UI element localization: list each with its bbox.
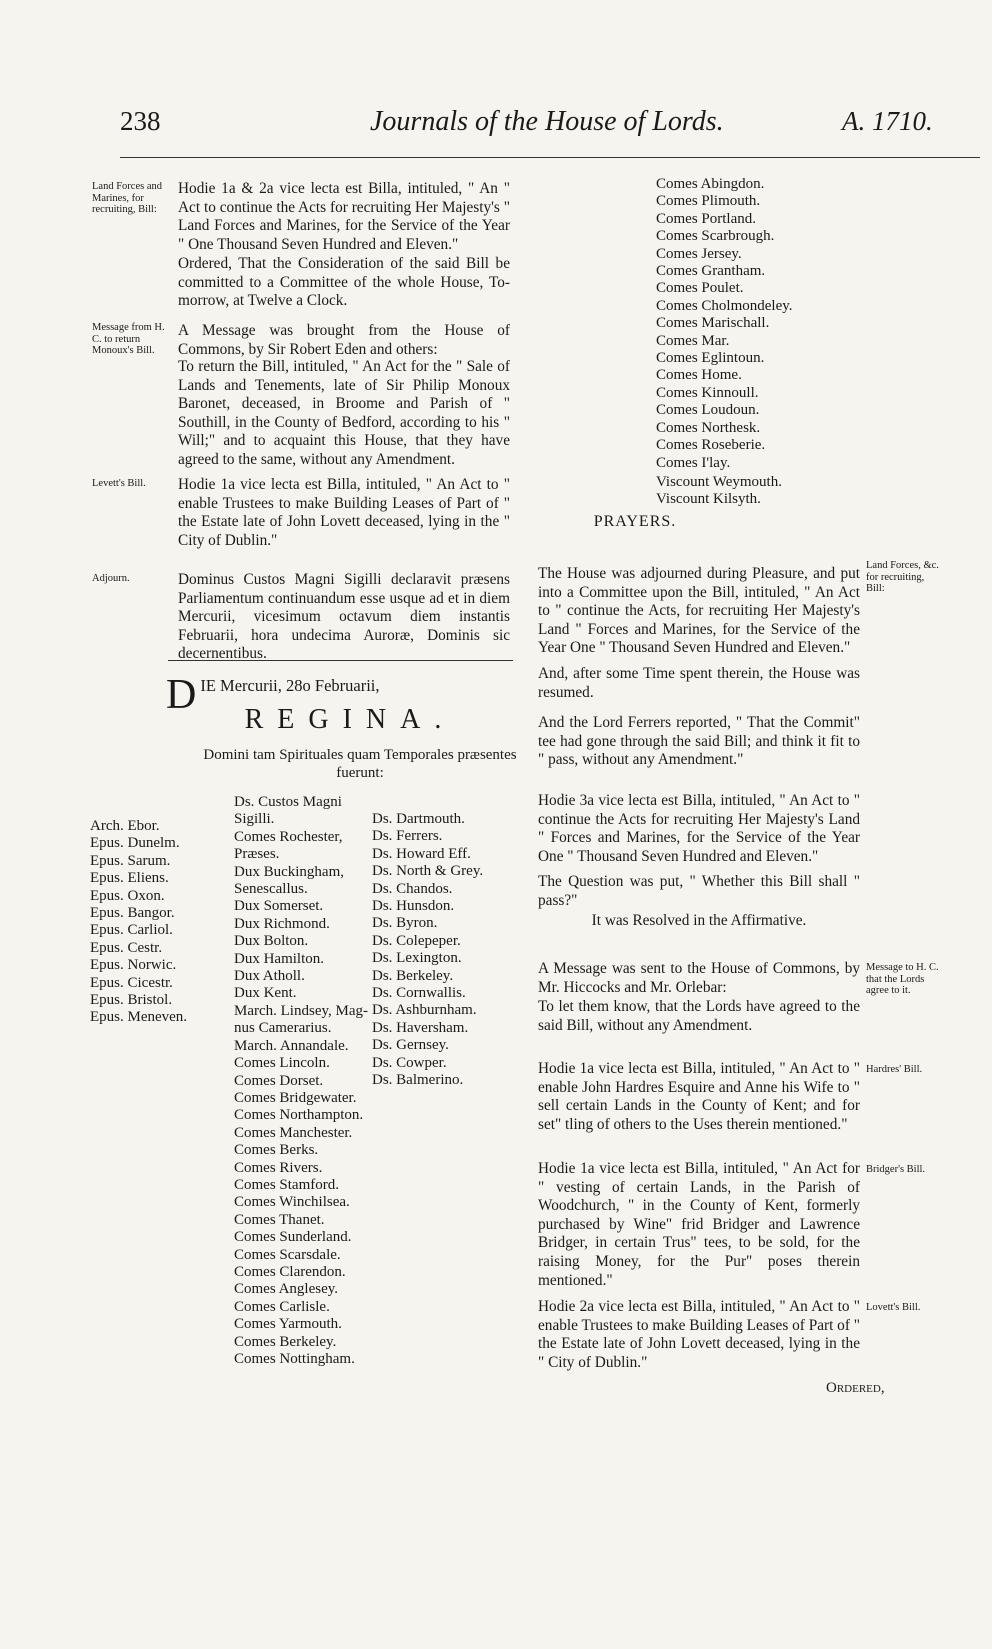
lord-name: Ds. Balmerino. xyxy=(372,1072,464,1089)
margin-note: Land Forces and Marines, for recruiting, Bill: xyxy=(92,181,162,215)
lord-name: Epus. Sarum. xyxy=(90,852,171,869)
lord-name: Ds. Cowper. xyxy=(372,1054,447,1071)
margin-note: Levett's Bill. xyxy=(92,478,146,489)
journal-entry: The House was adjourned during Pleasure, and put into a Committee upon the Bill, intituled, " An Act to " continue the Acts, for recruiting Her Majesty's Land " Forces and Marines, for the Service of the Year One " Thousand Seven Hundred and Eleven." xyxy=(538,565,860,657)
regina-heading: REGINA. xyxy=(244,704,456,735)
header-rule xyxy=(120,157,980,158)
lord-name: March. Lindsey, Mag- xyxy=(234,1002,368,1019)
journal-entry: Hodie 3a vice lecta est Billa, intituled, " An Act to " continue the Acts for recruiting Her Majesty's Land " Forces and Marines, for the Service of the Year One " Thousand Seven Hundred and Eleven." xyxy=(538,792,860,865)
lord-name: Ds. Ferrers. xyxy=(372,828,443,845)
lord-name: Ds. North & Grey. xyxy=(372,863,484,880)
lord-name: Comes Lincoln. xyxy=(234,1055,330,1072)
section-rule xyxy=(168,660,513,661)
present-heading: Domini tam Spirituales quam Temporales præsentes fuerunt: xyxy=(203,747,517,781)
lord-name: Ds. Howard Eff. xyxy=(372,845,471,862)
lord-name: Comes Poulet. xyxy=(656,280,744,297)
journal-entry: Hodie 2a vice lecta est Billa, intituled, " An Act to " enable Trustees to make Building Leases of Part of " the Estate late of John Lovett deceased, lying in the " City of Dublin." xyxy=(538,1298,860,1371)
temporal-lords-list-b xyxy=(372,811,483,1090)
lord-name: March. Annandale. xyxy=(234,1037,349,1054)
margin-note: Bridger's Bill. xyxy=(866,1164,926,1175)
lord-name: Comes Abingdon. xyxy=(656,176,765,192)
earls-list xyxy=(656,176,793,472)
lord-name: Viscount Weymouth. xyxy=(656,474,782,490)
margin-note: Hardres' Bill. xyxy=(866,1064,923,1075)
lord-name: Comes Stamford. xyxy=(234,1176,339,1193)
lord-name: Comes Yarmouth. xyxy=(234,1316,342,1333)
lord-name: Comes Grantham. xyxy=(656,263,766,280)
journal-entry: And the Lord Ferrers reported, " That the Commit" tee had gone through the said Bill; and think it fit to " pass, without any Amendment." xyxy=(538,714,860,769)
lord-name: Comes Cholmondeley. xyxy=(656,297,793,314)
journal-entry: Ordered, That the Consideration of the said Bill be committed to a Committee of the whole House, To-morrow, at Twelve a Clock. xyxy=(178,255,510,310)
sitting-date: DIE Mercurii, 28o Februarii, xyxy=(166,672,380,718)
margin-note: Message to H. C. that the Lords agree to it. xyxy=(866,962,939,996)
margin-note: Lovett's Bill. xyxy=(866,1302,921,1313)
lord-name: Comes Marischall. xyxy=(656,315,770,332)
lord-name: Ds. Custos Magni xyxy=(234,794,342,810)
margin-note: Land Forces, &c. for recruiting, Bill: xyxy=(866,560,939,594)
lord-name: Ds. Dartmouth. xyxy=(372,811,465,827)
lord-name: Dux Buckingham, xyxy=(234,863,344,880)
lord-name: Comes Nottingham. xyxy=(234,1351,355,1367)
drop-cap: D xyxy=(166,672,197,718)
journal-entry: A Message was sent to the House of Commons, by Mr. Hiccocks and Mr. Orlebar: xyxy=(538,960,860,996)
lord-name: Comes Clarendon. xyxy=(234,1263,346,1280)
page-number: 238 xyxy=(120,106,161,136)
lord-name: Comes Roseberie. xyxy=(656,437,766,454)
lord-name: Epus. Bangor. xyxy=(90,905,175,922)
lord-name: Ds. Haversham. xyxy=(372,1019,469,1036)
journal-entry: A Message was brought from the House of Commons, by Sir Robert Eden and others: xyxy=(178,322,510,358)
lord-name: Ds. Byron. xyxy=(372,915,438,932)
lord-name: Ds. Cornwallis. xyxy=(372,985,466,1002)
journal-entry: Hodie 1a vice lecta est Billa, intituled, " An Act for " vesting of certain Lands, in the Parish of Woodchurch, " in the County of Kent, formerly purchased by Wine" frid Bridger and Lawrence Bridger, in certain Trus" tees, to be sold, for the raising Money, for the Pur" poses therein mentioned." xyxy=(538,1160,860,1289)
lord-name: Epus. Meneven. xyxy=(90,1009,188,1026)
lord-name: Dux Kent. xyxy=(234,985,297,1002)
journal-title: Journals of the House of Lords. xyxy=(370,106,724,137)
lord-name: Viscount Kilsyth. xyxy=(656,491,761,508)
margin-note: Adjourn. xyxy=(92,573,130,584)
lord-name: Comes Scarbrough. xyxy=(656,228,775,245)
lord-name: Epus. Cestr. xyxy=(90,939,163,956)
journal-entry: It was Resolved in the Affirmative. xyxy=(591,912,807,929)
lord-name: Dux Bolton. xyxy=(234,933,309,950)
margin-note: Message from H. C. to return Monoux's Bill. xyxy=(92,322,165,356)
lord-name: Epus. Cicestr. xyxy=(90,974,173,991)
lord-name: Comes Scarsdale. xyxy=(234,1246,341,1263)
lord-name: Ds. Colepeper. xyxy=(372,932,461,949)
lord-name: Comes I'lay. xyxy=(656,454,731,471)
lord-name: Ds. Gernsey. xyxy=(372,1037,449,1054)
lord-name: Comes Northampton. xyxy=(234,1107,364,1124)
lord-name: Præses. xyxy=(234,846,280,863)
lord-name: Epus. Carliol. xyxy=(90,922,173,939)
lord-name: Comes Berkeley. xyxy=(234,1333,337,1350)
lord-name: Comes Northesk. xyxy=(656,419,761,436)
viscounts-list xyxy=(656,474,782,509)
lord-name: Comes Berks. xyxy=(234,1142,319,1159)
page-year: A. 1710. xyxy=(842,106,933,136)
lord-name: Ds. Chandos. xyxy=(372,880,453,897)
lord-name: Comes Manchester. xyxy=(234,1124,353,1141)
lord-name: Ds. Berkeley. xyxy=(372,967,454,984)
lord-name: Ds. Lexington. xyxy=(372,950,462,967)
journal-entry: The Question was put, " Whether this Bill shall " pass?" xyxy=(538,873,860,909)
lord-name: Comes Mar. xyxy=(656,332,730,349)
lord-name: Comes Rivers. xyxy=(234,1159,323,1176)
lord-name: Comes Portland. xyxy=(656,210,756,227)
lord-name: Comes Winchilsea. xyxy=(234,1194,350,1211)
lord-name: Senescallus. xyxy=(234,881,308,898)
lord-name: Epus. Dunelm. xyxy=(90,835,180,852)
lord-name: Ds. Ashburnham. xyxy=(372,1002,477,1019)
lord-name: Epus. Norwic. xyxy=(90,957,177,974)
lord-name: Dux Richmond. xyxy=(234,915,330,932)
journal-entry: Hodie 1a vice lecta est Billa, intituled, " An Act to " enable John Hardres Esquire and Anne his Wife to " sell certain Lands in the County of Kent; and for set" tling of others to the Uses therein mentioned." xyxy=(538,1060,860,1133)
lord-name: Ds. Hunsdon. xyxy=(372,898,455,915)
lord-name: Comes Eglintoun. xyxy=(656,350,765,367)
lord-name: Comes Dorset. xyxy=(234,1072,324,1089)
lord-name: Comes Carlisle. xyxy=(234,1298,330,1315)
lord-name: Comes Loudoun. xyxy=(656,402,760,419)
catchword: Ordered, xyxy=(826,1380,885,1396)
lord-name: Arch. Ebor. xyxy=(90,818,160,834)
lord-name: Epus. Bristol. xyxy=(90,992,173,1009)
lord-name: Epus. Eliens. xyxy=(90,870,169,887)
journal-entry: Dominus Custos Magni Sigilli declaravit præsens Parliamentum continuandum esse usque ad et in diem Mercurii, vicesimum octavum diem instantis Februarii, hora undecima Auroræ, Dominis sic decernentibus. xyxy=(178,571,510,663)
journal-entry: And, after some Time spent therein, the House was resumed. xyxy=(538,665,860,701)
lord-name: Comes Sunderland. xyxy=(234,1229,352,1246)
lord-name: Dux Somerset. xyxy=(234,898,324,915)
journal-entry: To let them know, that the Lords have agreed to the said Bill, without any Amendment. xyxy=(538,998,860,1034)
lord-name: Sigilli. xyxy=(234,811,275,828)
temporal-lords-list-a xyxy=(234,794,368,1368)
journal-entry: Hodie 1a & 2a vice lecta est Billa, intituled, " An " Act to continue the Acts for recruiting Her Majesty's " Land Forces and Marines, for the Service of the Year " One Thousand Seven Hundred and Eleven." xyxy=(178,180,510,253)
lord-name: Comes Jersey. xyxy=(656,245,742,262)
lord-name: Epus. Oxon. xyxy=(90,887,165,904)
spiritual-lords-list xyxy=(90,818,187,1027)
page-header xyxy=(0,78,992,137)
prayers-heading: PRAYERS. xyxy=(593,513,677,530)
journal-entry: To return the Bill, intituled, " An Act for the " Sale of Lands and Tenements, late of Sir Philip Monoux Baronet, deceased, in Broome and Parish of " Southill, in the County of Bedford, according to his " Will;" and to acquaint this House, that they have agreed to the same, without any Amendment. xyxy=(178,358,510,468)
journal-entry: Hodie 1a vice lecta est Billa, intituled, " An Act to " enable Trustees to make Building Leases of Part of " the Estate late of John Lovett deceased, lying in the " City of Dublin." xyxy=(178,476,510,549)
lord-name: Comes Anglesey. xyxy=(234,1281,339,1298)
lord-name: Comes Home. xyxy=(656,367,742,384)
lord-name: Comes Plimouth. xyxy=(656,193,761,210)
lord-name: nus Camerarius. xyxy=(234,1020,332,1037)
lord-name: Comes Thanet. xyxy=(234,1211,325,1228)
lord-name: Comes Kinnoull. xyxy=(656,384,759,401)
lord-name: Dux Atholl. xyxy=(234,968,305,985)
lord-name: Comes Rochester, xyxy=(234,828,343,845)
lord-name: Dux Hamilton. xyxy=(234,950,324,967)
lord-name: Comes Bridgewater. xyxy=(234,1089,357,1106)
